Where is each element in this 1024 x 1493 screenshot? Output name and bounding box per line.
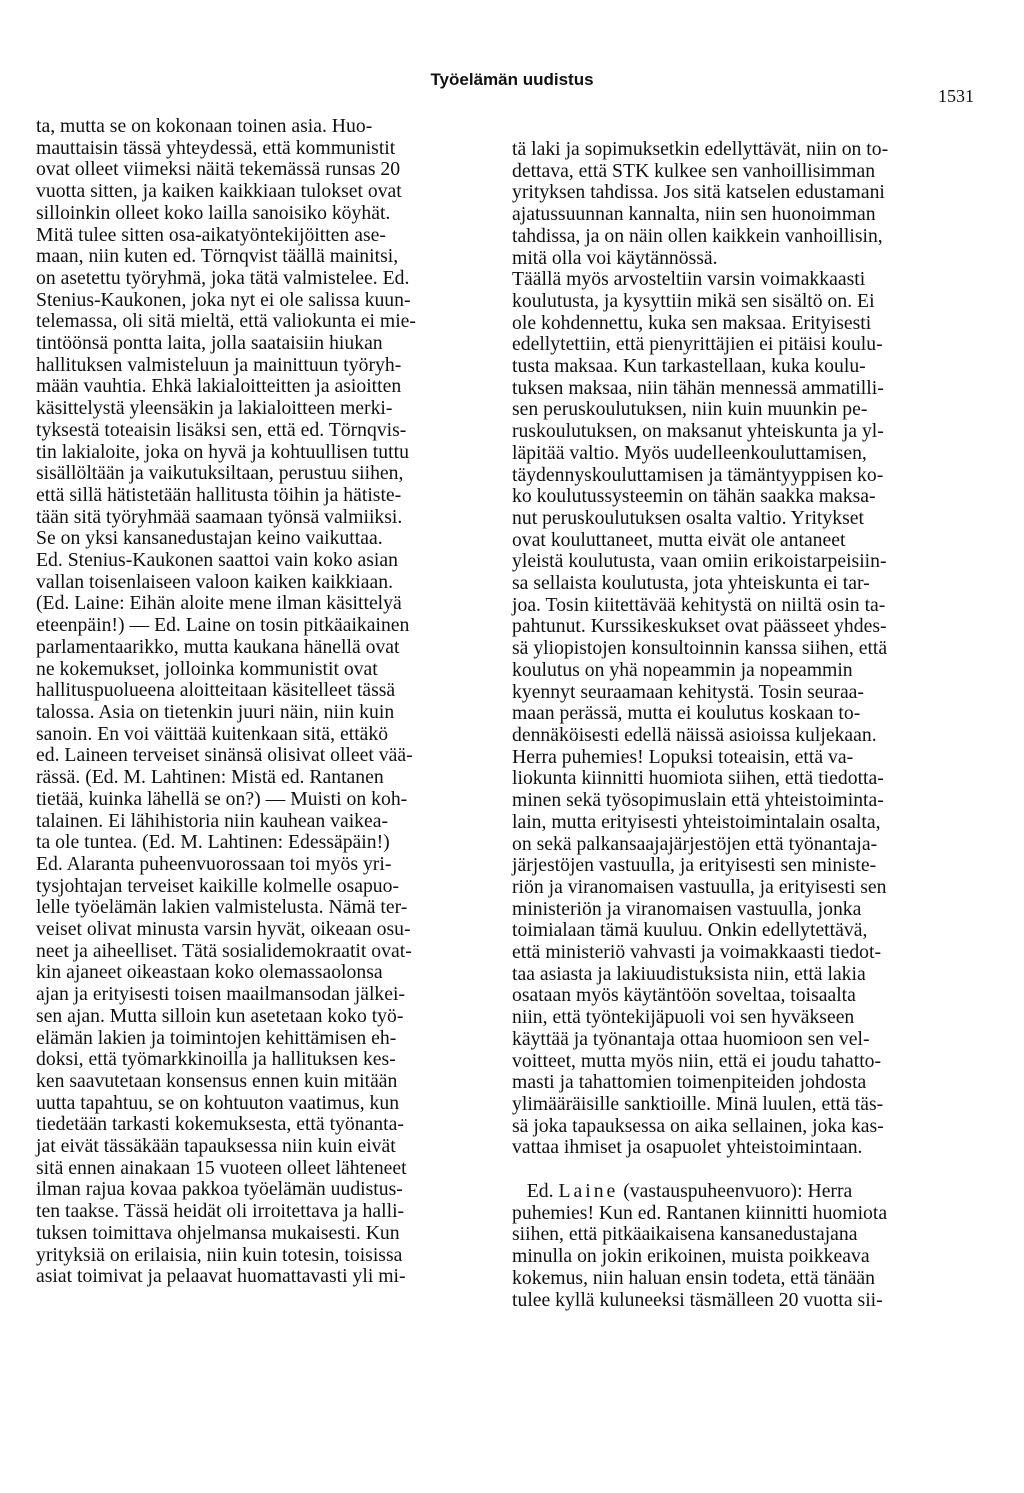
text-line: ovat olleet viimeksi näitä tekemässä runsas 20: [36, 158, 401, 181]
text-line: ed. Laineen terveiset sinänsä olisivat olleet vää-: [36, 744, 413, 767]
text-line: veiset olivat minusta varsin hyvät, oikeaan osu-: [36, 918, 411, 941]
text-line: ta ole tuntea. (Ed. M. Lahtinen: Edessäpäin!): [36, 831, 390, 854]
text-line: talainen. Ei lähihistoria niin kauhean vaikea-: [36, 809, 389, 832]
text-line: mitä olla voi käytännössä.: [512, 246, 718, 269]
text-line: tuksen toimittava ohjelmansa mukaisesti. Kun: [36, 1221, 400, 1244]
text-line: että sillä hätistetään hallitusta töihin ja hätiste-: [36, 483, 402, 506]
text-line: Ed. Alaranta puheenvuorossaan toi myös yri-: [36, 852, 392, 875]
text-line: on asetettu työryhmä, joka tätä valmistelee. Ed.: [36, 266, 410, 289]
text-line: ilman rajua kovaa pakkoa työelämän uudistus-: [36, 1178, 403, 1201]
text-line: ne kokemukset, jolloinka kommunistit ovat: [36, 657, 378, 680]
text-line: tä laki ja sopimuksetkin edellyttävät, niin on to-: [512, 138, 889, 160]
text-line: tysjohtajan terveiset kaikille kolmelle osapuo-: [36, 874, 400, 897]
text-line: ta, mutta se on kokonaan toinen asia. Huo-: [36, 115, 373, 137]
text-line: minulla on jokin erikoinen, muista poikkeava: [512, 1245, 870, 1268]
text-line: (Ed. Laine: Eihän aloite mene ilman käsittelyä: [36, 592, 402, 615]
text-line: sen peruskoulutuksen, niin kuin muunkin pe-: [512, 398, 868, 421]
text-line: osataan myös käytäntöön soveltaa, toisaalta: [512, 984, 856, 1007]
text-line: silloinkin olleet koko lailla sanoisiko köyhät.: [36, 201, 391, 224]
text-line: lelle työelämän lakien valmistelusta. Nämä ter-: [36, 896, 408, 919]
speech-laine: [512, 1181, 974, 1311]
text-line: yrityksen tahdissa. Jos sitä katselen edustamani: [512, 181, 885, 204]
text-line: ken saavutetaan konsensus ennen kuin mitään: [36, 1069, 398, 1092]
text-line: Mitä tulee sitten osa-aikatyöntekijöitten ase-: [36, 223, 386, 246]
text-line: mauttaisin tässä yhteydessä, että kommunistit: [36, 136, 396, 159]
text-line: Stenius-Kaukonen, joka nyt ei ole salissa kuun-: [36, 288, 411, 311]
text-line: lain, mutta erityisesti yhteistoimintalain osalta,: [512, 810, 881, 833]
text-line: tusta maksaa. Kun tarkastellaan, kuka koulu-: [512, 355, 866, 378]
text-line: järjestöjen vastuulla, ja erityisesti sen ministe-: [512, 854, 877, 877]
text-line: vuotta sitten, ja kaiken kaikkiaan tulokset ovat: [36, 180, 402, 203]
text-line: ministeriön ja viranomaisen vastuulla, jonka: [512, 897, 862, 920]
text-line: Se on yksi kansanedustajan keino vaikuttaa.: [36, 527, 383, 550]
text-line: maan perässä, mutta ei koulutus koskaan to-: [512, 702, 861, 725]
text-line: niin, että työntekijäpuoli voi sen hyväkseen: [512, 1006, 855, 1029]
text-line: jat eivät tässäkään tapauksessa niin kuin eivät: [36, 1135, 396, 1158]
text-line: vallan toisenlaiseen valoon kaiken kaikkiaan.: [36, 570, 393, 593]
text-line: sä joka tapauksessa on aika sellainen, joka kas-: [512, 1114, 884, 1137]
text-line: sen ajan. Mutta silloin kun asetetaan koko työ-: [36, 1004, 404, 1027]
text-line: riön ja viranomaisen vastuulla, ja erityisesti sen: [512, 875, 887, 898]
text-line: tin lakialoite, joka on hyvä ja kohtuullisen tuttu: [36, 440, 409, 463]
text-line: vattaa ihmiset ja osapuolet yhteistoimintaan.: [512, 1136, 863, 1159]
running-head: Työelämän uudistus: [430, 70, 594, 89]
text-line: että ministeriö vahvasti ja voimakkaasti tiedot-: [512, 941, 882, 964]
text-line: tyksestä toteaisin lisäksi sen, että ed. Törnqvis-: [36, 418, 407, 441]
text-line: ylimääräisille sanktioille. Minä luulen, että täs-: [512, 1092, 884, 1115]
text-line: pahtunut. Kurssikeskukset ovat päässeet yhdes-: [512, 615, 887, 638]
text-line: tietää, kuinka lähellä se on?) — Muisti on koh-: [36, 787, 408, 810]
text-line: maan, niin kuten ed. Törnqvist täällä mainitsi,: [36, 245, 399, 268]
text-line: toimialaan tämä kuuluu. Onkin edellytettävä,: [512, 919, 868, 942]
text-line: elämän lakien ja toimintojen kehittämisen eh-: [36, 1026, 397, 1049]
text-line: ajan ja erityisesti toisen maailmansodan jälkei-: [36, 983, 406, 1006]
text-line: liokunta kiinnitti huomiota siihen, että tiedotta-: [512, 767, 884, 790]
text-line: kokemus, niin haluan ensin todeta, että tänään: [512, 1266, 876, 1289]
page-number: 1531: [938, 86, 974, 106]
text-line: dettava, että STK kulkee sen vanhoillisimman: [512, 159, 876, 182]
text-line: on sekä palkansaajajärjestöjen että työnantaja-: [512, 832, 878, 855]
text-line: koulutusta, ja kysyttiin mikä sen sisältö on. Ei: [512, 289, 875, 312]
text-line: yrityksiä on erilaisia, niin kuin totesin, toisissa: [36, 1243, 403, 1266]
left-column: [36, 116, 498, 1288]
text-line: Täällä myös arvosteltiin varsin voimakkaasti: [512, 268, 866, 291]
text-line: käyttää ja työnantaja ottaa huomioon sen vel-: [512, 1027, 870, 1050]
text-line: ovat kouluttaneet, mutta eivät ole antaneet: [512, 528, 846, 551]
text-line: ko koulutussysteemin on tähän saakka maksa-: [512, 485, 876, 508]
text-line: ruskoulutuksen, on maksanut yhteiskunta ja yl-: [512, 420, 884, 443]
text-line: minen sekä työsopimuslain että yhteistoiminta-: [512, 789, 884, 812]
text-line: joa. Tosin kiitettävää kehitystä on niiltä osin ta-: [512, 593, 886, 616]
text-line: kin ajaneet oikeastaan koko olemassaolonsa: [36, 961, 383, 984]
text-line: ajatussuunnan kannalta, niin sen huonoimman: [512, 203, 876, 226]
text-line: tiedetään tarkasti kokemuksesta, että työnanta-: [36, 1113, 404, 1136]
text-line: siihen, että pitkäaikaisena kansanedustajana: [512, 1223, 858, 1246]
text-line: asiat toimivat ja pelaavat huomattavasti yli mi-: [36, 1265, 406, 1288]
text-line: masti ja tahattomien toimenpiteiden johdosta: [512, 1071, 867, 1094]
text-line: talossa. Asia on tietenkin juuri näin, niin kuin: [36, 700, 395, 723]
text-line: yleistä koulutusta, vaan omiin erikoistarpeisiin-: [512, 550, 887, 573]
text-line: koulutus on yhä nopeammin ja nopeammin: [512, 658, 853, 681]
text-line: neet ja aiheelliset. Tätä sosialidemokraatit ovat-: [36, 939, 412, 962]
text-line: voitteet, mutta myös niin, että ei joudu tahatto-: [512, 1049, 882, 1072]
text-line: nut peruskoulutuksen osalta valtio. Yritykset: [512, 506, 864, 529]
text-line: rässä. (Ed. M. Lahtinen: Mistä ed. Rantanen: [36, 766, 384, 789]
right-column-body: [512, 139, 974, 1159]
text-line: edellytettiin, että pienyrittäjien ei pitäisi koulu-: [512, 333, 883, 356]
text-line: tulee kyllä kuluneeksi täsmälleen 20 vuotta sii-: [512, 1288, 883, 1311]
text-line: doksi, että työmarkkinoilla ja hallituksen kes-: [36, 1048, 396, 1071]
text-line: ten taakse. Tässä heidät oli irroitettava ja halli-: [36, 1200, 405, 1223]
text-line: taa asiasta ja lakiuudistuksista niin, että lakia: [512, 962, 866, 985]
text-line: sisällöltään ja vaikutuksiltaan, perustuu siihen,: [36, 462, 404, 485]
text-line: sä yliopistojen konsultoinnin kanssa siihen, että: [512, 637, 888, 660]
text-line: uutta tapahtuu, se on kohtuuton vaatimus, kun: [36, 1091, 400, 1114]
speaker-prefix: Ed.: [526, 1180, 554, 1203]
speech-first-line-rest: (vastauspuheenvuoro): Herra: [623, 1180, 853, 1203]
text-line: sanoin. En voi väittää kuitenkaan sitä, ettäkö: [36, 722, 389, 745]
text-line: täydennyskouluttamisen ja tämäntyyppisen ko-: [512, 463, 884, 486]
text-line: mään vauhtia. Ehkä lakialoitteitten ja asioitten: [36, 375, 402, 398]
text-line: läpitää valtio. Myös uudelleenkouluttamisen,: [512, 441, 867, 464]
speech-laine-first-line: [512, 1181, 974, 1203]
text-line: tuksen maksaa, niin tähän mennessä ammatilli-: [512, 376, 884, 399]
speech-laine-body: [512, 1203, 974, 1312]
text-line: käsittelystä yleensäkin ja lakialoitteen merki-: [36, 397, 393, 420]
text-line: tahdissa, ja on näin ollen kaikkein vanhoillisin,: [512, 224, 883, 247]
paragraph-gap: [512, 1159, 974, 1181]
text-line: hallituspuolueena aloitteitaan käsitelleet tässä: [36, 679, 396, 702]
text-line: hallituksen valmisteluun ja mainittuun työryh-: [36, 353, 402, 376]
text-line: dennäköisesti edellä näissä asioissa kuljekaan.: [512, 723, 877, 746]
text-line: eteenpäin!) — Ed. Laine on tosin pitkäaikainen: [36, 614, 410, 637]
text-line: ole kohdennettu, kuka sen maksaa. Erityisesti: [512, 311, 872, 334]
text-line: tään sitä työryhmää saamaan työnsä valmiiksi.: [36, 505, 403, 528]
text-line: sitä ennen ainakaan 15 vuoteen olleet lähteneet: [36, 1156, 407, 1179]
text-line: parlamentaarikko, mutta kaukana hänellä ovat: [36, 635, 400, 658]
text-line: Ed. Stenius-Kaukonen saattoi vain koko asian: [36, 549, 398, 572]
speaker-name: Laine: [558, 1180, 619, 1203]
right-column: [512, 139, 974, 1311]
text-line: tintöönsä pontta laita, jolla saataisiin hiukan: [36, 332, 383, 355]
text-line: sa sellaista koulutusta, jota yhteiskunta ei tar-: [512, 572, 870, 595]
text-line: telemassa, oli sitä mieltä, että valiokunta ei mie-: [36, 310, 416, 333]
text-line: Herra puhemies! Lopuksi toteaisin, että va-: [512, 745, 854, 768]
text-line: puhemies! Kun ed. Rantanen kiinnitti huomiota: [512, 1201, 888, 1224]
text-line: kyennyt seuraamaan kehitystä. Tosin seuraa-: [512, 680, 864, 703]
